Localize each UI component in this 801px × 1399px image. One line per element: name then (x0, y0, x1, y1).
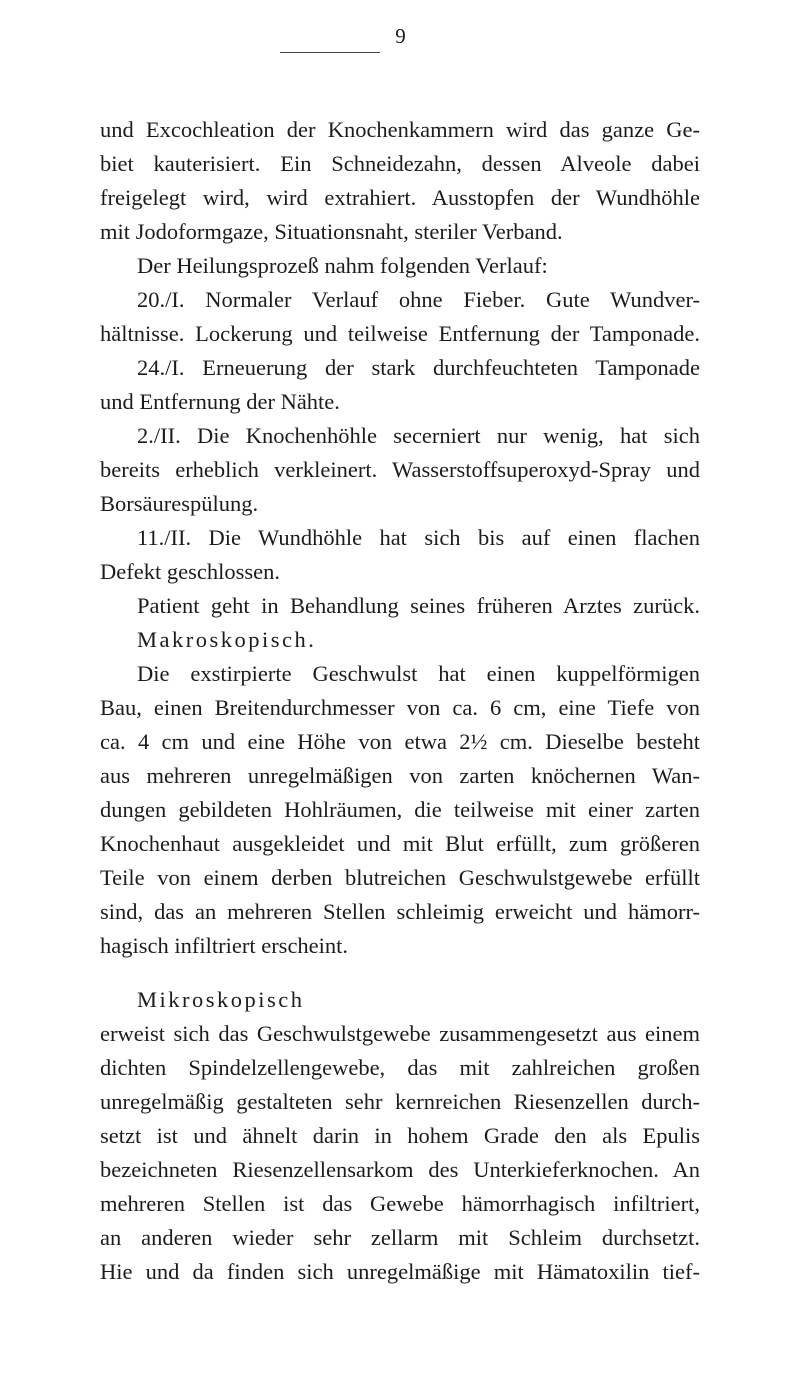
text-line: Defekt geschlossen. (100, 559, 280, 584)
page-number: 9 (395, 24, 406, 48)
text-line: bezeichneten Riesenzellensarkom des Unterkieferknochen. An (100, 1157, 700, 1182)
text-line: dichten Spindelzellengewebe, das mit zahlreichen großen (100, 1055, 700, 1080)
text-line: unregelmäßig gestalteten sehr kernreichen Riesenzellen durch- (100, 1089, 700, 1114)
text-line: hältnisse. Lockerung und teilweise Entfernung der Tamponade. (100, 321, 700, 346)
text-line: Die exstirpierte Geschwulst hat einen kuppelförmigen (137, 661, 700, 686)
text-line: Borsäurespülung. (100, 491, 259, 516)
text-line: Teile von einem derben blutreichen Geschwulstgewebe erfüllt (100, 865, 700, 890)
text-line: mit Jodoformgaze, Situationsnaht, steriler Verband. (100, 219, 563, 244)
section-heading: Mikroskopisch (137, 987, 305, 1012)
text-line: aus mehreren unregelmäßigen von zarten knöchernen Wan- (100, 763, 700, 788)
text-line: mehreren Stellen ist das Gewebe hämorrhagisch infiltriert, (100, 1191, 700, 1216)
text-line: sind, das an mehreren Stellen schleimig erweicht und hämorr- (100, 899, 700, 924)
text-line: und Entfernung der Nähte. (100, 389, 340, 414)
text-line: 2./II. Die Knochenhöhle secerniert nur wenig, hat sich (137, 423, 700, 448)
text-line: freigelegt wird, wird extrahiert. Ausstopfen der Wundhöhle (100, 185, 700, 210)
text-line: Hie und da finden sich unregelmäßige mit Hämatoxilin tief- (100, 1259, 700, 1284)
text-line: Knochenhaut ausgekleidet und mit Blut erfüllt, zum größeren (100, 831, 700, 856)
text-line: Patient geht in Behandlung seines früheren Arztes zurück. (137, 593, 700, 618)
section-heading: Makroskopisch. (137, 627, 317, 652)
text-line: dungen gebildeten Hohlräumen, die teilweise mit einer zarten (100, 797, 700, 822)
text-line: biet kauterisiert. Ein Schneidezahn, dessen Alveole dabei (100, 151, 700, 176)
text-line: ca. 4 cm und eine Höhe von etwa 2½ cm. Dieselbe besteht (100, 729, 700, 754)
page-number-rule (280, 52, 380, 53)
text-line: hagisch infiltriert erscheint. (100, 933, 349, 958)
text-line: und Excochleation der Knochenkammern wird das ganze Ge- (100, 117, 700, 142)
text-line: an anderen wieder sehr zellarm mit Schleim durchsetzt. (100, 1225, 700, 1250)
text-line: erweist sich das Geschwulstgewebe zusammengesetzt aus einem (100, 1021, 700, 1046)
text-line: setzt ist und ähnelt darin in hohem Grade den als Epulis (100, 1123, 700, 1148)
text-line: Der Heilungsprozeß nahm folgenden Verlauf: (137, 253, 548, 278)
text-line: 20./I. Normaler Verlauf ohne Fieber. Gute Wundver- (137, 287, 700, 312)
text-line: Bau, einen Breitendurchmesser von ca. 6 cm, eine Tiefe von (100, 695, 700, 720)
text-line: 24./I. Erneuerung der stark durchfeuchteten Tamponade (137, 355, 700, 380)
text-line: 11./II. Die Wundhöhle hat sich bis auf einen flachen (137, 525, 700, 550)
text-line: bereits erheblich verkleinert. Wasserstoffsuperoxyd-Spray und (100, 457, 700, 482)
